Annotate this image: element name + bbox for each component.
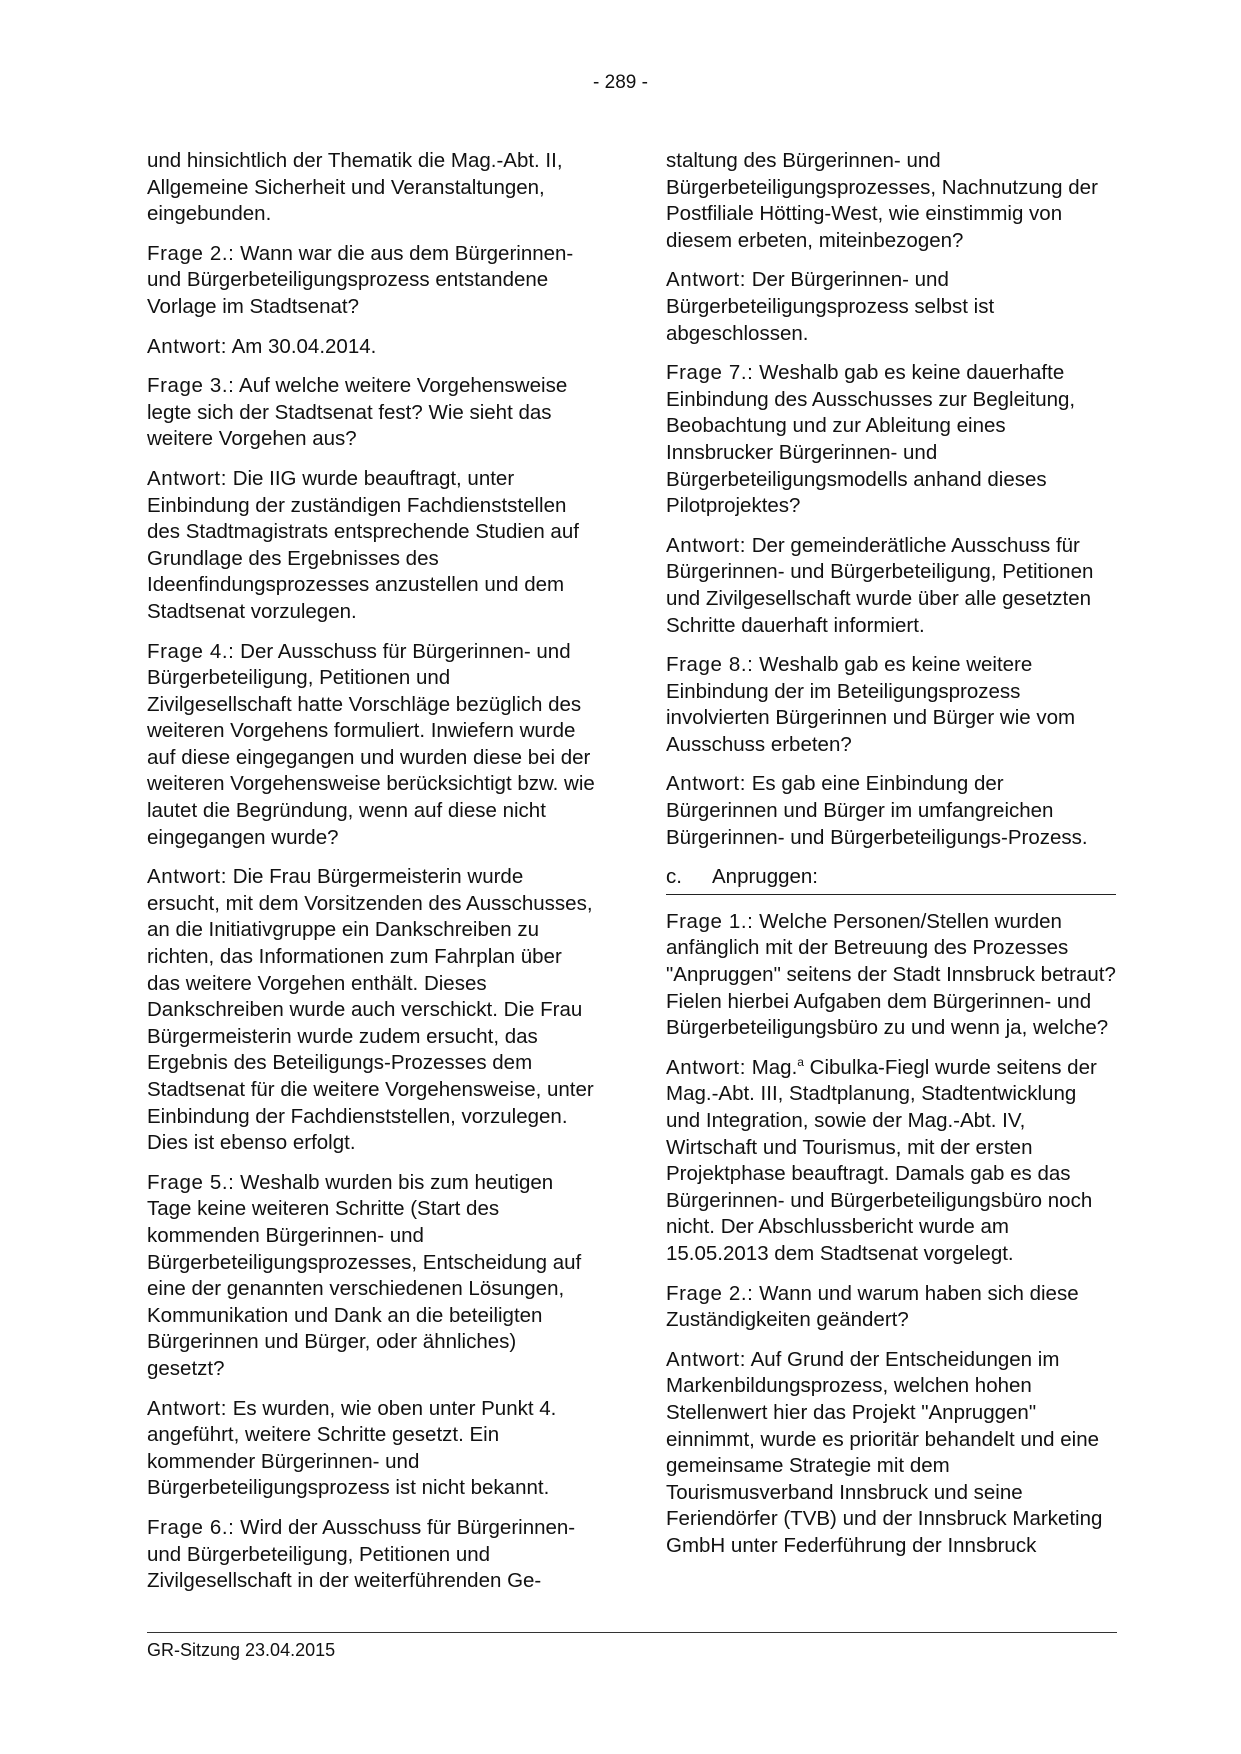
question-label: Frage 7.: <box>666 361 754 385</box>
question-text: Auf welche weitere Vorgehensweise legte sich der Stadtsenat fest? Wie sieht das weitere Vorgehen aus? <box>147 374 568 451</box>
question-text: Wann und warum haben sich diese Zuständigkeiten geändert? <box>666 1281 1079 1332</box>
answer-text: Die IIG wurde beauftragt, unter Einbindung der zuständigen Fachdienststellen des Stadtmagistrats entsprechende Studien auf Grundlage des Ergebnisses des Ideenfindungsprozesses anzustellen und dem Stadtsenat vorzulegen. <box>147 466 579 623</box>
answer-5 <box>147 1396 597 1502</box>
answer-text: Cibulka-Fiegl wurde seitens der Mag.-Abt. III, Stadtplanung, Stadtentwicklung und Integration, sowie der Mag.-Abt. IV, Wirtschaft und Tourismus, mit der ersten Projektphase beauftragt. Damals gab es das Bürgerinnen- und Bürgerbeteiligungsbüro noch nicht. Der Abschlussbericht wurde am 15.05.2013 dem Stadtsenat vorgelegt. <box>666 1055 1097 1265</box>
answer-label: Antwort: <box>666 533 746 557</box>
section-letter: c. <box>666 865 682 889</box>
answer-2 <box>147 334 597 361</box>
answer-8 <box>666 771 1116 851</box>
question-label: Frage 2.: <box>147 241 235 265</box>
question-label: Frage 1.: <box>666 909 754 933</box>
paragraph: und hinsichtlich der Thematik die Mag.-Abt. II, Allgemeine Sicherheit und Veranstaltungen, eingebunden. <box>147 149 563 226</box>
c-question-2 <box>666 1281 1116 1334</box>
answer-text: Auf Grund der Entscheidungen im Markenbildungsprozess, welchen hohen Stellenwert hier das Projekt "Anpruggen" einnimmt, wurde es prioritär behandelt und eine gemeinsame Strategie mit dem Tourismusverband Innsbruck und seine Feriendörfer (TVB) und der Innsbruck Marketing GmbH unter Federführung der Innsbruck <box>666 1347 1103 1557</box>
question-text: Wann war die aus dem Bürgerinnen- und Bürgerbeteiligungsprozess entstandene Vorlage im Stadtsenat? <box>147 241 574 318</box>
answer-text: Es wurden, wie oben unter Punkt 4. angeführt, weitere Schritte gesetzt. Ein kommender Bürgerinnen- und Bürgerbeteiligungsprozess ist nicht bekannt. <box>147 1396 557 1500</box>
question-4 <box>147 639 597 852</box>
answer-pre: Mag. <box>751 1055 798 1079</box>
left-column <box>147 148 597 1608</box>
answer-label: Antwort: <box>147 1396 227 1420</box>
question-text: Welche Personen/Stellen wurden anfänglich mit der Betreuung des Prozesses "Anpruggen" seitens der Stadt Innsbruck betraut? Fielen hierbei Aufgaben dem Bürgerinnen- und Bürgerbeteiligungsbüro zu und wenn ja, welche? <box>666 909 1116 1040</box>
question-label: Frage 6.: <box>147 1515 235 1539</box>
answer-7 <box>666 533 1116 639</box>
question-6 <box>147 1515 597 1595</box>
question-3 <box>147 373 597 453</box>
question-2 <box>147 241 597 321</box>
footer: GR-Sitzung 23.04.2015 <box>147 1640 336 1660</box>
question-text: Weshalb gab es keine dauerhafte Einbindung des Ausschusses zur Begleitung, Beobachtung und zur Ableitung eines Innsbrucker Bürgerinnen- und Bürgerbeteiligungsmodells anhand dieses Pilotprojektes? <box>666 361 1076 518</box>
question-8 <box>666 652 1116 758</box>
question-7 <box>666 360 1116 520</box>
answer-label: Antwort: <box>147 334 227 358</box>
question-label: Frage 3.: <box>147 374 235 398</box>
answer-text: Am 30.04.2014. <box>231 334 377 358</box>
c-answer-1 <box>666 1055 1116 1268</box>
answer-3 <box>147 466 597 626</box>
answer-label: Antwort: <box>147 466 227 490</box>
answer-label: Antwort: <box>666 1347 746 1371</box>
answer-text: Der Bürgerinnen- und Bürgerbeteiligungsprozess selbst ist abgeschlossen. <box>666 268 995 345</box>
answer-6 <box>666 267 1116 347</box>
question-text: Wird der Ausschuss für Bürgerinnen- und Bürgerbeteiligung, Petitionen und Zivilgesellschaft in der weiterführenden Ge- <box>147 1515 576 1593</box>
answer-label: Antwort: <box>666 772 746 796</box>
right-column <box>666 148 1116 1573</box>
question-label: Frage 5.: <box>147 1170 235 1194</box>
answer-text: Es gab eine Einbindung der Bürgerinnen und Bürger im umfangreichen Bürgerinnen- und Bürgerbeteiligungs-Prozess. <box>666 772 1088 849</box>
answer-label: Antwort: <box>666 1055 746 1079</box>
footer-divider <box>147 1632 1117 1633</box>
answer-text: Die Frau Bürgermeisterin wurde ersucht, mit dem Vorsitzenden des Ausschusses, an die Initiativgruppe ein Dankschreiben zu richten, das Informationen zum Fahrplan über das weitere Vorgehen enthält. Dieses Dankschreiben wurde auch verschickt. Die Frau Bürgermeisterin wurde zudem ersucht, das Ergebnis des Beteiligungs-Prozesses dem Stadtsenat für die weitere Vorgehensweise, unter Einbindung der Fachdienststellen, vorzulegen. Dies ist ebenso erfolgt. <box>147 865 594 1155</box>
section-title: Anpruggen: <box>712 865 819 889</box>
question-text: Der Ausschuss für Bürgerinnen- und Bürgerbeteiligung, Petitionen und Zivilgesellschaft hatte Vorschläge bezüglich des weiteren Vorgehens formuliert. Inwiefern wurde auf diese eingegangen und wurden diese bei der weiteren Vorgehensweise berücksichtigt bzw. wie lautet die Begründung, wenn auf diese nicht eingegangen wurde? <box>147 639 595 849</box>
paragraph: staltung des Bürgerinnen- und Bürgerbeteiligungsprozesses, Nachnutzung der Postfiliale Hötting-West, wie einstimmig von diesem erbeten, miteinbezogen? <box>666 149 1098 252</box>
question-label: Frage 8.: <box>666 653 754 677</box>
page-number: - 289 - <box>593 72 648 93</box>
question-5 <box>147 1170 597 1383</box>
question-text: Weshalb wurden bis zum heutigen Tage keine weiteren Schritte (Start des kommenden Bürgerinnen- und Bürgerbeteiligungsprozesses, Entscheidung auf eine der genannten verschiedenen Lösungen, Kommunikation und Dank an die beteiligten Bürgerinnen und Bürger, oder ähnliches) gesetzt? <box>147 1170 582 1380</box>
question-label: Frage 4.: <box>147 639 235 663</box>
superscript: a <box>797 1054 804 1069</box>
answer-4 <box>147 864 597 1157</box>
question-text: Weshalb gab es keine weitere Einbindung der im Beteiligungsprozess involvierten Bürgerinnen und Bürger wie vom Ausschuss erbeten? <box>666 653 1076 756</box>
answer-text: Der gemeinderätliche Ausschuss für Bürgerinnen- und Bürgerbeteiligung, Petitionen und Zivilgesellschaft wurde über alle gesetzten Schritte dauerhaft informiert. <box>666 533 1094 637</box>
answer-label: Antwort: <box>147 865 227 889</box>
answer-label: Antwort: <box>666 268 746 292</box>
c-answer-2 <box>666 1347 1116 1560</box>
section-heading-c <box>666 864 1116 895</box>
c-question-1 <box>666 909 1116 1042</box>
question-label: Frage 2.: <box>666 1281 754 1305</box>
